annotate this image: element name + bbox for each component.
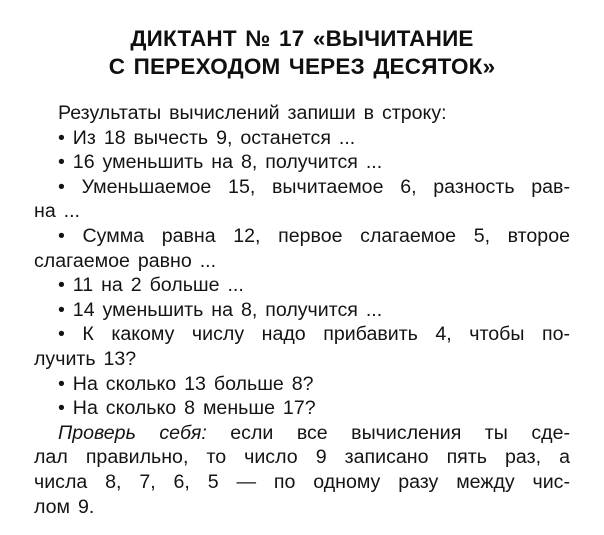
text-line: лом 9. (34, 495, 95, 518)
text-line: • 16 уменьшить на 8, получится ... (58, 151, 383, 174)
text-line: • 11 на 2 больше ... (58, 274, 244, 297)
text-line: • К какому числу надо прибавить 4, чтобы по- (58, 323, 570, 346)
title-line-1: ДИКТАНТ № 17 «ВЫЧИТАНИЕ (130, 26, 474, 51)
text-line: • 14 уменьшить на 8, получится ... (58, 298, 383, 321)
dictation-body (34, 101, 570, 519)
text-line: • Сумма равна 12, первое слагаемое 5, второе (58, 224, 570, 247)
text-line: лал правильно, то число 9 записано пять раз, а (34, 446, 570, 469)
text-line: • Уменьшаемое 15, вычитаемое 6, разность рав- (58, 175, 570, 198)
text-line: числа 8, 7, 6, 5 — по одному разу между чис- (34, 470, 570, 493)
dictation-title (0, 25, 604, 81)
text-line: Результаты вычислений запиши в строку: (58, 102, 447, 124)
text-line: слагаемое равно ... (34, 249, 217, 272)
text-line: Проверь себя: если все вычисления ты сде- (58, 421, 570, 444)
check-yourself-label: Проверь себя: (58, 421, 207, 444)
text-line: на ... (34, 200, 80, 223)
text-line: • Из 18 вычесть 9, останется ... (58, 126, 356, 149)
text-line: • На сколько 13 больше 8? (58, 372, 314, 395)
title-line-2: С ПЕРЕХОДОМ ЧЕРЕЗ ДЕСЯТОК» (108, 54, 496, 79)
text-line: • На сколько 8 меньше 17? (58, 397, 316, 420)
text-line: лучить 13? (34, 347, 137, 370)
